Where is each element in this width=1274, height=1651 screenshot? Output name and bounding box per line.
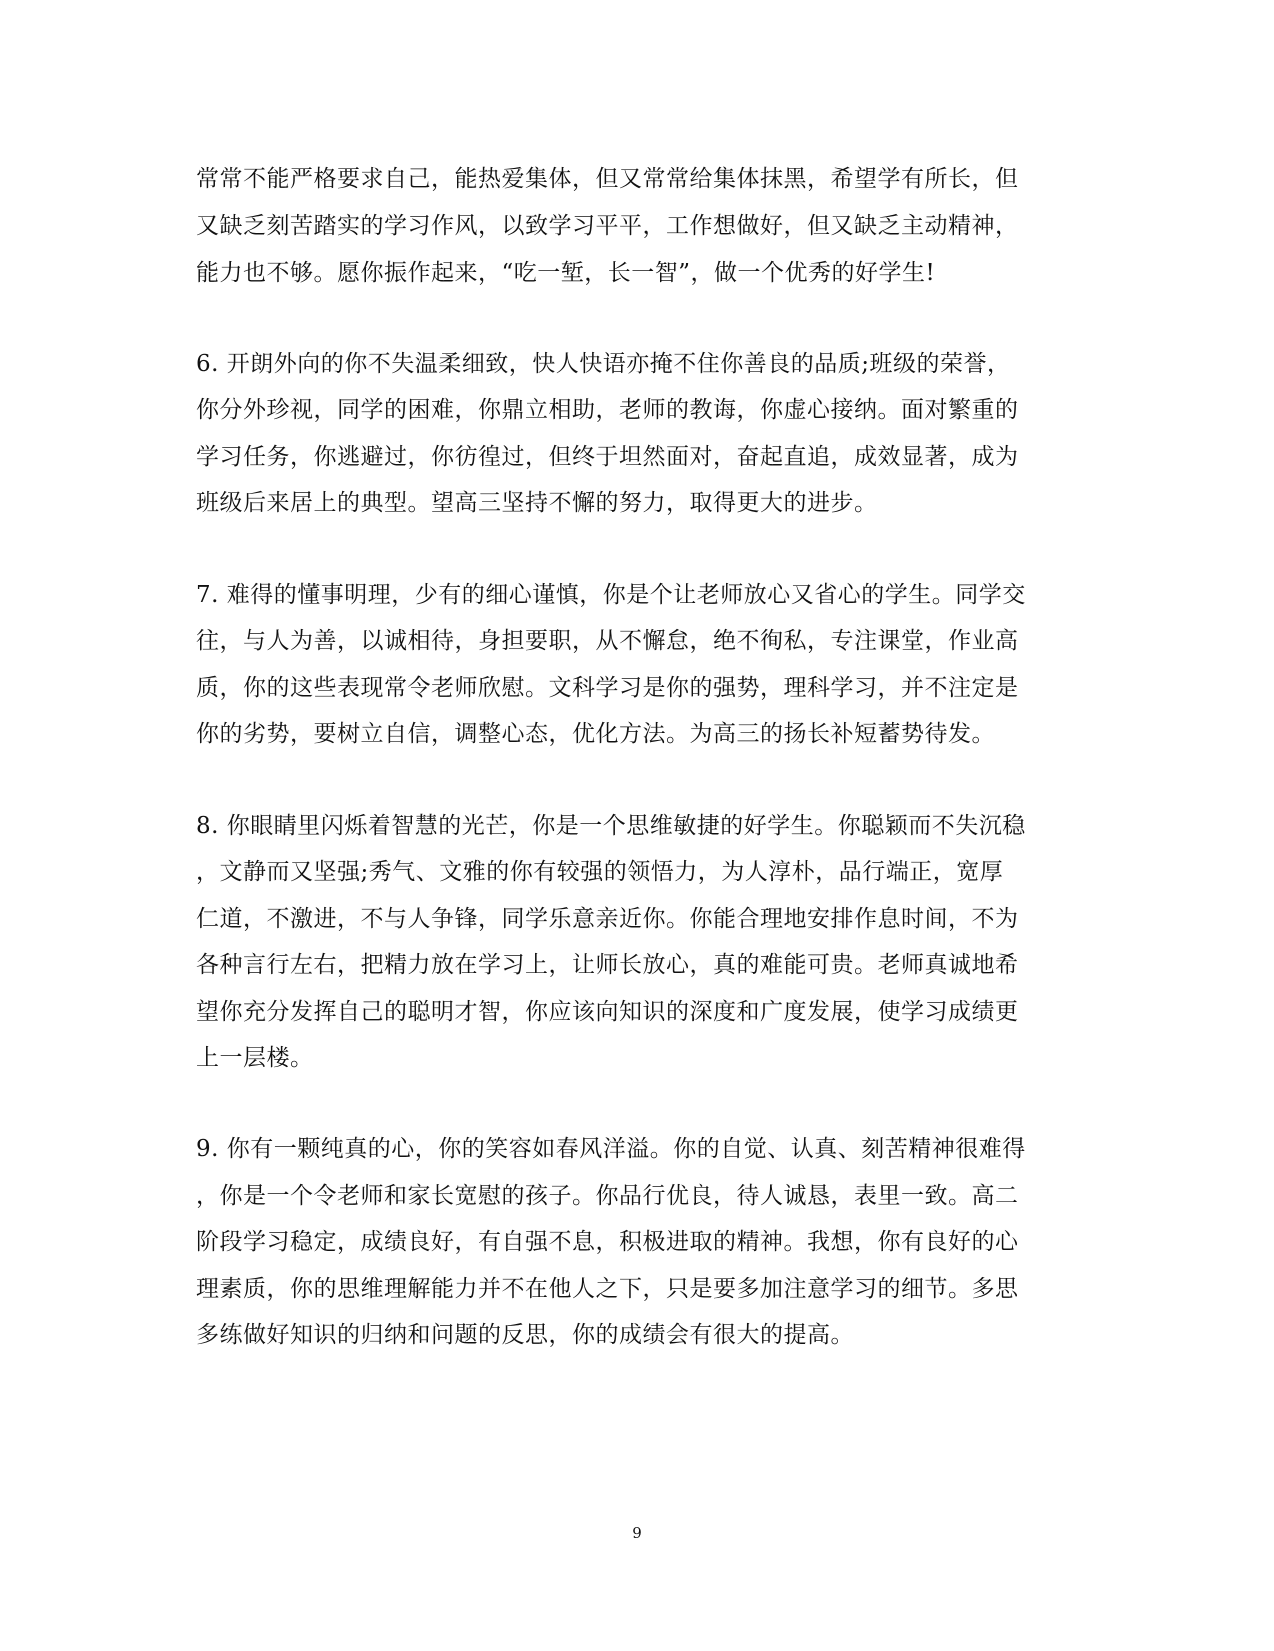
- paragraph-1-line-2: 又缺乏刻苦踏实的学习作风，以致学习平平，工作想做好，但又缺乏主动精神，: [196, 213, 1019, 239]
- paragraph-7-line-4: 你的劣势，要树立自信，调整心态，优化方法。为高三的扬长补短蓄势待发。: [196, 721, 995, 747]
- page-number: 9: [632, 1524, 642, 1542]
- paragraph-7-line-3: 质，你的这些表现常令老师欣慰。文科学习是你的强势，理科学习，并不注定是: [196, 675, 1019, 701]
- paragraph-9-line-2: ，你是一个令老师和家长宽慰的孩子。你品行优良，待人诚恳，表里一致。高二: [196, 1183, 1019, 1209]
- paragraph-1-line-1: 常常不能严格要求自己，能热爱集体，但又常常给集体抹黑，希望学有所长，但: [196, 166, 1019, 192]
- paragraph-6-line-3: 学习任务，你逃避过，你彷徨过，但终于坦然面对，奋起直追，成效显著，成为: [196, 444, 1019, 470]
- paragraph-8-line-4: 各种言行左右，把精力放在学习上，让师长放心，真的难能可贵。老师真诚地希: [196, 952, 1019, 978]
- paragraph-8-line-5: 望你充分发挥自己的聪明才智，你应该向知识的深度和广度发展，使学习成绩更: [196, 999, 1019, 1025]
- paragraph-9-line-3: 阶段学习稳定，成绩良好，有自强不息，积极进取的精神。我想，你有良好的心: [196, 1229, 1019, 1255]
- paragraph-8-line-6: 上一层楼。: [196, 1045, 314, 1071]
- paragraph-8-line-2: ，文静而又坚强;秀气、文雅的你有较强的领悟力，为人淳朴，品行端正，宽厚: [196, 859, 1004, 885]
- paragraph-1-line-3: 能力也不够。愿你振作起来，“吃一堑，长一智”，做一个优秀的好学生!: [196, 260, 936, 286]
- paragraph-6-line-2: 你分外珍视，同学的困难，你鼎立相助，老师的教诲，你虚心接纳。面对繁重的: [196, 397, 1019, 423]
- paragraph-9-line-4: 理素质，你的思维理解能力并不在他人之下，只是要多加注意学习的细节。多思: [196, 1276, 1019, 1302]
- paragraph-8-line-1: 8. 你眼睛里闪烁着智慧的光芒，你是一个思维敏捷的好学生。你聪颖而不失沉稳: [196, 813, 1026, 839]
- paragraph-9-line-1: 9. 你有一颗纯真的心，你的笑容如春风洋溢。你的自觉、认真、刻苦精神很难得: [196, 1136, 1026, 1162]
- paragraph-6-line-4: 班级后来居上的典型。望高三坚持不懈的努力，取得更大的进步。: [196, 490, 878, 516]
- paragraph-7-line-1: 7. 难得的懂事明理，少有的细心谨慎，你是个让老师放心又省心的学生。同学交: [196, 582, 1026, 608]
- paragraph-9-line-5: 多练做好知识的归纳和问题的反思，你的成绩会有很大的提高。: [196, 1322, 854, 1348]
- paragraph-8-line-3: 仁道，不激进，不与人争锋，同学乐意亲近你。你能合理地安排作息时间，不为: [196, 906, 1019, 932]
- paragraph-7-line-2: 往，与人为善，以诚相待，身担要职，从不懈怠，绝不徇私，专注课堂，作业高: [196, 628, 1019, 654]
- paragraph-6-line-1: 6. 开朗外向的你不失温柔细致，快人快语亦掩不住你善良的品质;班级的荣誉，: [196, 351, 1011, 377]
